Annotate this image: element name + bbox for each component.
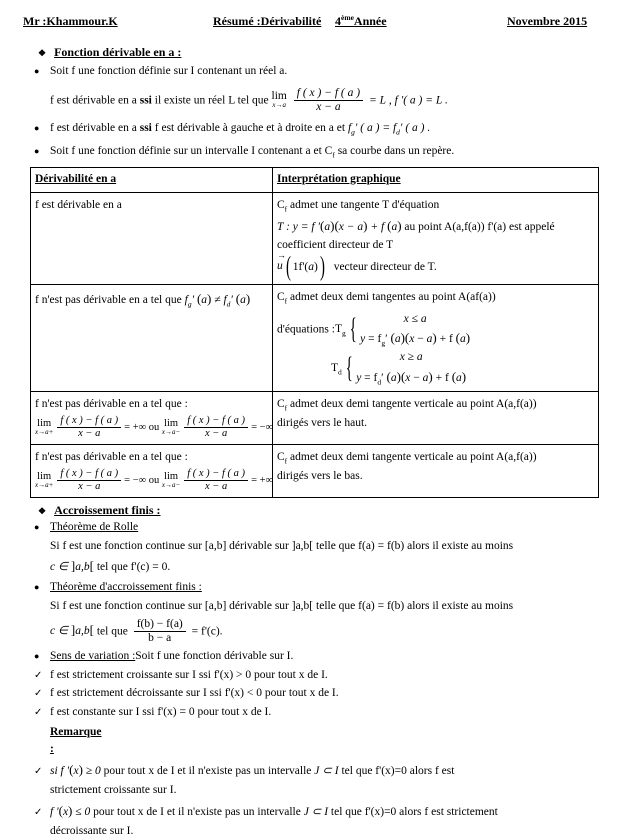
sens-variation-line [50,649,617,665]
row2-eq-label: d'équations : [277,323,335,336]
row2-left-math: $f_g'$ $(a) \ne f_d'$ (a) [184,290,251,308]
table-row [31,445,599,498]
remark1-post: tel que f'(x)=0 alors f est [341,765,455,778]
header-level-suffix: ème [341,13,354,22]
list-item [0,667,617,684]
check-icon: ✓ [34,707,43,719]
difference-quotient [294,87,363,114]
row3-right-cell [273,392,599,445]
sens-after: Soit f une fonction dérivable sur I. [135,650,294,663]
row3-line1: f n'est pas dérivable en a tel que : [35,398,188,411]
remark2-mid: pour tout x de I et il n'existe pas un intervalle [93,806,301,819]
document-header [0,0,617,29]
row2-left-text [35,289,267,310]
remark2-math: f ′(x) ≤ 0 [50,803,91,819]
row1-left-text: f est dérivable en a [35,198,122,211]
taf-c-interval: c ∈ ]a,b[ [50,622,94,638]
section2-heading-label: Accroissement finis : [54,503,161,517]
taf-fraction [134,618,186,645]
table-row [31,392,599,445]
section1-bullet2 [50,121,617,137]
bullet2-part-a: f est dérivable en a [50,121,137,134]
row3-lim2-value: = −∞ [251,421,274,433]
fraction-denominator: x − a [316,100,341,113]
check-icon: ✓ [34,807,43,819]
remark2-line2: décroissante sur I. [50,825,134,838]
row3-right-line2: dirigés vers le haut. [277,417,368,430]
row4-limits [35,467,274,493]
fraction-denominator: b − a [148,632,172,644]
definition-ssi: ssi [139,93,152,106]
list-item [0,520,617,536]
vector-component-top: 1 [292,260,299,273]
rolle-c-interval: c ∈ ]a,b[ [50,557,94,573]
list-item [0,704,617,721]
tg-brace: { x ≤ a $y = f_g'$ (a)(x − a) + f (a) [349,312,471,348]
td-brace: { x ≥ a $y = f_d'$ (a)(x − a) + f (a) [345,351,467,386]
limit-word: lim [164,417,179,429]
header-title: Résumé :Dérivabilité [213,14,322,28]
remark1-text [50,761,454,780]
section-heading-fonction-derivable [0,45,617,60]
diamond-bullet-icon: ❖ [38,48,47,58]
taf-line2-mid: tel que [96,625,128,638]
section1-definition-line [0,87,617,114]
remark1-J: J ⊂ I [314,765,339,778]
sens-title: Sens de variation : [50,650,136,663]
round-bullet-icon: ● [34,66,40,76]
difference-quotient [57,415,121,440]
list-item [0,761,617,780]
fraction-numerator: f(b) − f(a) [134,618,186,632]
limit-subscript: x→a [272,101,287,110]
row1-vector-line [277,251,593,282]
taf-line1: Si f est une fonction continue sur [a,b] dérivable sur ]a,b[ telle que f(a) = f(b) alors il existe au moins [50,599,514,612]
sens-check-3: f est constante sur I ssi f'(x) = 0 pour tout x de I. [50,706,272,719]
limit-operator [35,472,53,490]
row4-right-line1: $C_f$ admet deux demi tangente verticale au point A(a,f(a)) [277,451,537,466]
remark1-mid: pour tout x de I et il n'existe pas un intervalle [103,765,312,778]
fraction-numerator: f ( x ) − f ( a ) [294,87,363,101]
row1-line3: coefficient directeur de T [277,239,394,252]
row3-or: ou [148,421,160,433]
limit-word: lim [271,89,287,102]
fraction-numerator: f ( x ) − f ( a ) [57,415,121,428]
row1-right-cell [273,192,599,284]
taf-title: Théorème d'accroissement finis : [50,581,202,594]
round-bullet-icon: ● [34,582,40,593]
row4-right-line2: dirigés vers le bas. [277,469,363,482]
list-item [0,144,617,160]
row1-line1: $C_f$ admet une tangente T d'équation [277,198,440,213]
header-date: Novembre 2015 [507,14,588,28]
table-col1-header [31,167,273,192]
limit-operator [272,91,287,110]
round-bullet-icon: ● [34,651,40,662]
definition-prefix: f est dérivable en a [50,93,137,106]
round-bullet-icon: ● [34,122,40,133]
bullet2-part-c: f est dérivable à gauche et à droite en a et [154,121,346,134]
fraction-numerator: f ( x ) − f ( a ) [184,468,248,481]
equals-L: = L [368,93,386,106]
limit-subscript: x→a− [161,481,181,490]
row4-left-cell [31,445,273,498]
header-level [335,13,507,29]
row4-lim2-value: = +∞ [251,474,274,486]
row2-td-system: $T_d$ { x ≥ a $y = f_d'$ (a)(x − a) + f (a) [331,351,467,386]
row3-limits [35,414,274,440]
row2-left-label: f n'est pas dérivable en a tel que [35,293,182,306]
round-bullet-icon: ● [34,522,40,532]
remarque-title: Remarque : [50,725,102,755]
table-row [31,192,599,284]
rolle-line2 [0,556,617,576]
limit-subscript: x→a+ [35,481,54,490]
fraction-denominator: x − a [78,480,101,492]
difference-quotient [184,415,248,440]
definition-mid: il existe un réel L tel que [154,93,269,106]
diamond-bullet-icon: ❖ [38,506,47,516]
taf-line2-post: = f'(c). [191,625,223,638]
header-author: Mr :Khammour.K [23,14,118,28]
list-item [0,580,617,596]
rolle-title: Théorème de Rolle [50,521,139,533]
row2-line1: $C_f$ admet deux demi tangentes au point A(af(a)) [277,290,496,305]
row4-lim1-value: = −∞ [124,474,147,486]
row3-lim1-value: = +∞ [124,421,147,433]
row4-or: ou [148,474,160,486]
limit-subscript: x→a+ [35,428,54,437]
equals-fprime: , f ′( a ) = L . [388,93,448,106]
table-header-row [31,167,599,192]
list-item [0,649,617,665]
row3-right-line1: $C_f$ admet deux demi tangente verticale au point A(a,f(a)) [277,398,537,413]
direction-vector: → u ( 1f'(a) ) [277,257,327,276]
sens-check-2: f est strictement décroissante sur I ssi f'(x) < 0 pour tout x de I. [50,687,339,700]
limit-word: lim [164,470,179,482]
remark1-math: si f ′(x) ≥ 0 [50,762,101,778]
rolle-line1: Si f est une fonction continue sur [a,b] dérivable sur ]a,b[ telle que f(a) = f(b) alors il existe au moins [50,539,514,552]
limit-operator [35,419,53,437]
taf-line2 [0,618,617,645]
table-col1-header-label: Dérivabilité en a [35,172,117,185]
limit-subscript: x→a− [161,428,181,437]
limit-operator [162,419,180,437]
header-level-number: 4 [335,14,341,28]
remark2-post: tel que f'(x)=0 alors f est strictement [330,806,498,819]
list-item [0,685,617,702]
table-col2-header-label: Interprétation graphique [277,172,401,185]
list-item [0,121,617,137]
fraction-numerator: f ( x ) − f ( a ) [57,468,121,481]
fraction-denominator: x − a [205,480,228,492]
remark2-text [50,802,498,821]
row4-line1: f n'est pas dérivable en a tel que : [35,451,188,464]
row1-left-cell [31,192,273,284]
check-icon: ✓ [34,669,43,681]
bullet2-ssi: ssi [139,121,152,134]
section-heading-accroissement [0,503,617,518]
row2-tg-system: d'équations $:T_g$ { x ≤ a $y = f_g'$ (a)(x − a) + f (a) [277,312,471,348]
check-icon: ✓ [34,688,43,700]
remark2-J: J ⊂ I [303,806,329,819]
difference-quotient [57,468,121,493]
limit-word: lim [37,417,52,429]
limit-word: lim [37,470,52,482]
table-row [31,284,599,392]
derivability-table [30,167,599,498]
table-col2-header [273,167,599,192]
section1-bullet1: Soit f une fonction définie sur I contenant un réel a. [50,65,288,77]
fraction-denominator: x − a [78,428,101,439]
row2-left-cell [31,284,273,392]
list-item [0,802,617,821]
header-level-word: Année [353,14,387,28]
limit-operator [162,472,180,490]
fraction-numerator: f ( x ) − f ( a ) [184,415,248,428]
section1-heading-label: Fonction dérivable en a : [54,45,182,59]
section1-bullet3: Soit f une fonction définie sur un intervalle I contenant a et $C_f$ sa courbe dans un repère. [50,145,455,160]
list-item [0,64,617,80]
row1-vector-label: vecteur directeur de T. [333,260,437,273]
remark1-line2: strictement croissante sur I. [50,784,177,797]
difference-quotient [184,468,248,493]
rolle-line2-post: tel que f'(c) = 0. [96,560,171,573]
row4-right-cell [273,445,599,498]
check-icon: ✓ [34,766,43,778]
row3-left-cell [31,392,273,445]
sens-check-1: f est strictement croissante sur I ssi f'(x) > 0 pour tout x de I. [50,668,328,681]
row2-right-cell [273,284,599,392]
bullet2-math: $f_g'$ ( a ) = $f_d'$ ( a ) . [347,121,431,137]
fraction-denominator: x − a [205,428,228,439]
round-bullet-icon: ● [34,146,40,157]
row1-line2: T : y = f ′(a)(x − a) + f (a) au point A(a,f(a)) f'(a) est appelé [277,217,555,233]
